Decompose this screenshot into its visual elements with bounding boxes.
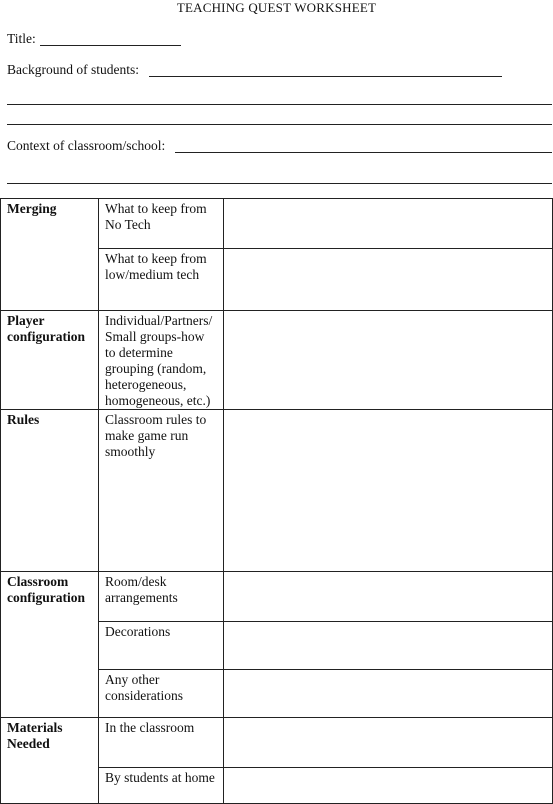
background-field-line-2[interactable]	[7, 104, 552, 105]
worksheet-title: TEACHING QUEST WORKSHEET	[176, 0, 377, 15]
response-cell[interactable]	[224, 311, 553, 410]
context-field[interactable]	[175, 152, 552, 153]
category-merging: Merging	[1, 199, 99, 311]
category-player-configuration: Player configuration	[1, 311, 99, 410]
table-row	[1, 199, 553, 249]
response-cell[interactable]	[224, 249, 553, 311]
context-field-line-2[interactable]	[7, 183, 552, 184]
prompt-other-considerations: Any other considerations	[99, 670, 224, 718]
prompt-by-students-at-home: By students at home	[99, 768, 224, 804]
title-field[interactable]	[40, 45, 181, 46]
title-label: Title:	[7, 31, 36, 46]
prompt-classroom-rules: Classroom rules to make game run smoothly	[99, 410, 224, 572]
prompt-grouping: Individual/Partners/ Small groups-how to determine grouping (random, heterogeneous, homogeneous, etc.)	[99, 311, 224, 410]
context-label: Context of classroom/school:	[7, 138, 166, 153]
background-field-line-3[interactable]	[7, 124, 552, 125]
response-cell[interactable]	[224, 199, 553, 249]
category-rules: Rules	[1, 410, 99, 572]
response-cell[interactable]	[224, 622, 553, 670]
prompt-keep-from-no-tech: What to keep from No Tech	[99, 199, 224, 249]
prompt-keep-from-low-medium-tech: What to keep from low/medium tech	[99, 249, 224, 311]
worksheet-table	[0, 198, 553, 804]
background-field[interactable]	[149, 76, 502, 77]
table-row	[1, 572, 553, 622]
response-cell[interactable]	[224, 572, 553, 622]
table-row	[1, 718, 553, 768]
table-row	[1, 311, 553, 410]
category-classroom-configuration: Classroom configuration	[1, 572, 99, 718]
prompt-in-the-classroom: In the classroom	[99, 718, 224, 768]
response-cell[interactable]	[224, 768, 553, 804]
prompt-decorations: Decorations	[99, 622, 224, 670]
response-cell[interactable]	[224, 410, 553, 572]
table-row	[1, 410, 553, 572]
category-materials-needed: Materials Needed	[1, 718, 99, 804]
background-label: Background of students:	[7, 62, 139, 77]
response-cell[interactable]	[224, 718, 553, 768]
prompt-room-desk-arrangements: Room/desk arrangements	[99, 572, 224, 622]
response-cell[interactable]	[224, 670, 553, 718]
